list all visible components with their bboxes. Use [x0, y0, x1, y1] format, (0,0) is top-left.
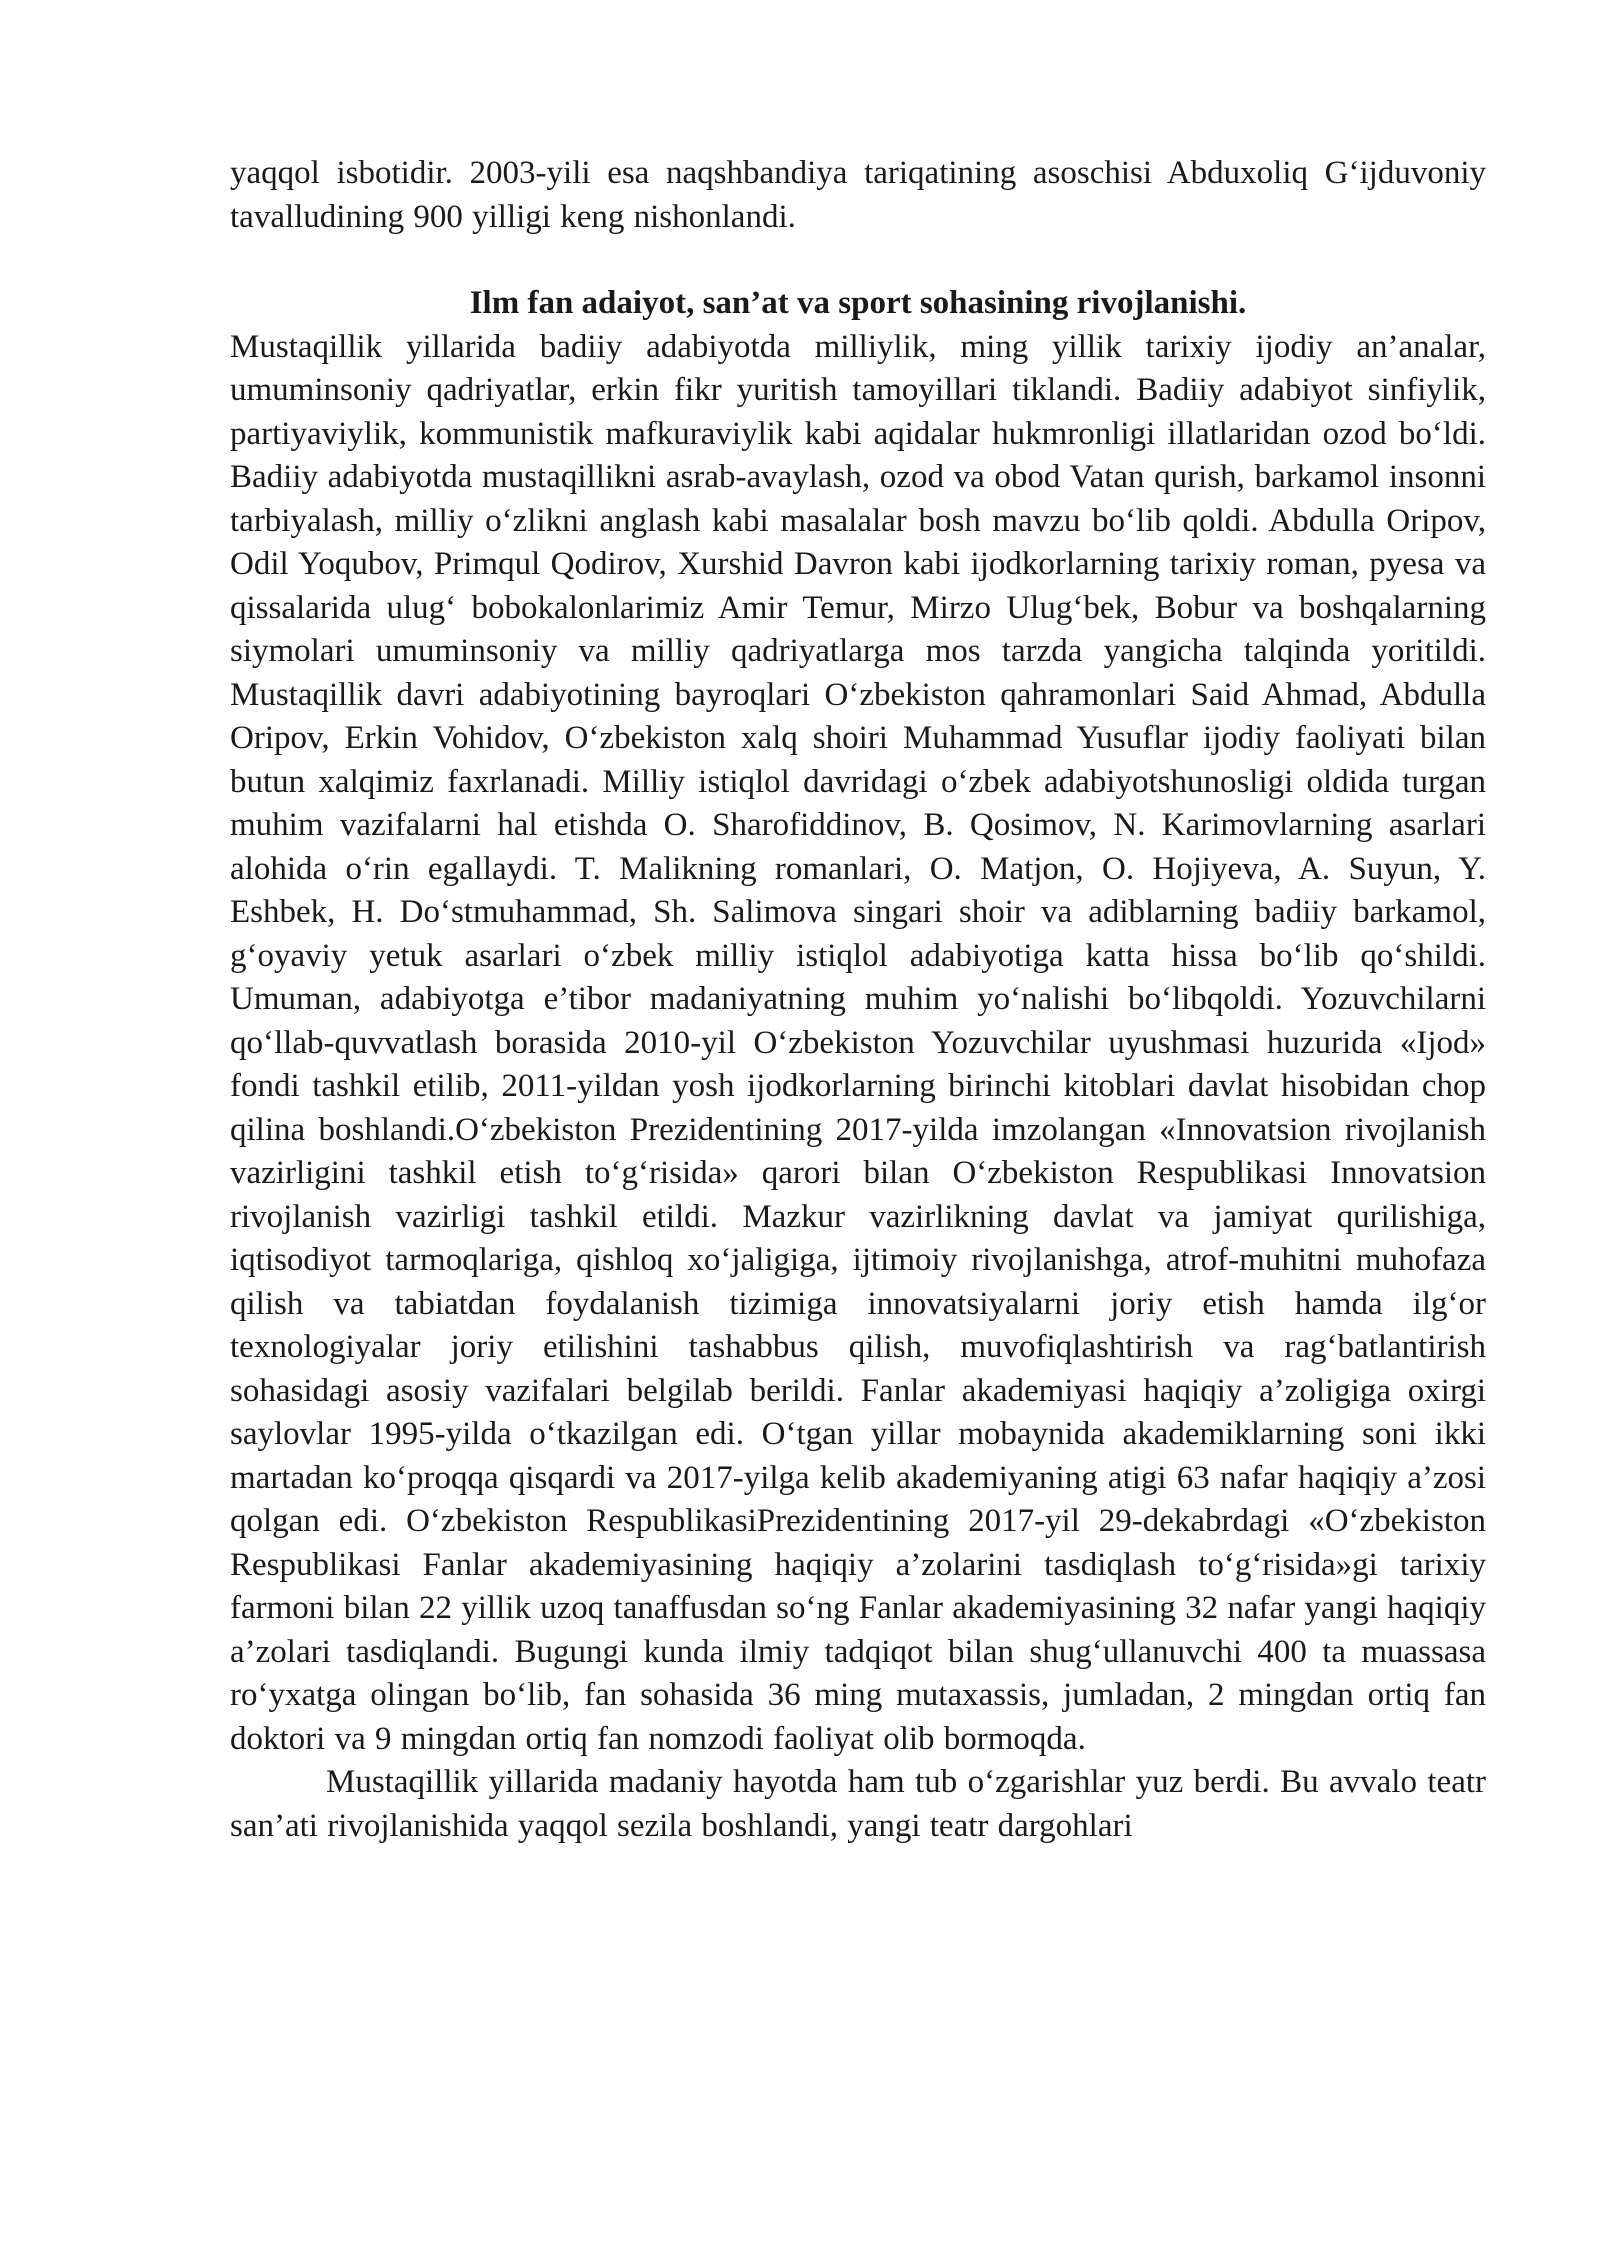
section-title: Ilm fan adaiyot, san’at va sport sohasining rivojlanishi. [469, 285, 1247, 321]
body-paragraph-1: Mustaqillik yillarida badiiy adabiyotda milliylik, ming yillik tarixiy ijodiy an’analar, umuminsoniy qadriyatlar, erkin fikr yuritish tamoyillari tiklandi. Badiiy adabiyot sinfiylik, partiyaviylik, kommunistik mafkuraviylik kabi aqidalar hukmronligi illatlaridan ozod bo‘ldi. Badiiy adabiyotda mustaqillikni asrab-avaylash, ozod va obod Vatan qurish, barkamol insonni tarbiyalash, milliy o‘zlikni anglash kabi masalalar bosh mavzu bo‘lib qoldi. Abdulla Oripov, Odil Yoqubov, Primqul Qodirov, Xurshid Davron kabi ijodkorlarning tarixiy roman, pyesa va qissalarida ulug‘ bobokalonlarimiz Amir Temur, Mirzo Ulug‘bek, Bobur va boshqalarning siymolari umuminsoniy va milliy qadriyatlarga mos tarzda yangicha talqinda yoritildi. Mustaqillik davri adabiyotining bayroqlari O‘zbekiston qahramonlari Said Ahmad, Abdulla Oripov, Erkin Vohidov, O‘zbekiston xalq shoiri Muhammad Yusuflar ijodiy faoliyati bilan butun xalqimiz faxrlanadi. Milliy istiqlol davridagi o‘zbek adabiyotshunosligi oldida turgan muhim vazifalarni hal etishda O. Sharofiddinov, B. Qosimov, N. Karimovlarning asarlari alohida o‘rin egallaydi. T. Malikning romanlari, O. Matjon, O. Hojiyeva, A. Suyun, Y. Eshbek, H. Do‘stmuhammad, Sh. Salimova singari shoir va adiblarning badiiy barkamol, g‘oyaviy yetuk asarlari o‘zbek milliy istiqlol adabiyotiga katta hissa bo‘lib qo‘shildi. Umuman, adabiyotga e’tibor madaniyatning muhim yo‘nalishi bo‘libqoldi. Yozuvchilarni qo‘llab-quvvatlash borasida 2010-yil O‘zbekiston Yozuvchilar uyushmasi huzurida «Ijod» fondi tashkil etilib, 2011-yildan yosh ijodkorlarning birinchi kitoblari davlat hisobidan chop qilina boshlandi.O‘zbekiston Prezidentining 2017-yilda imzolangan «Innovatsion rivojlanish vazirligini tashkil etish to‘g‘risida» qarori bilan O‘zbekiston Respublikasi Innovatsion rivojlanish vazirligi tashkil etildi. Mazkur vazirlikning davlat va jamiyat qurilishiga, iqtisodiyot tarmoqlariga, qishloq xo‘jaligiga, ijtimoiy rivojlanishga, atrof-muhitni muhofaza qilish va tabiatdan foydalanish tizimiga innovatsiyalarni joriy etish hamda ilg‘or texnologiyalar joriy etilishini tashabbus qilish, muvofiqlashtirish va rag‘batlantirish sohasidagi asosiy vazifalari belgilab berildi. Fanlar akademiyasi haqiqiy a’zoligiga oxirgi saylovlar 1995-yilda o‘tkazilgan edi. O‘tgan yillar mobaynida akademiklarning soni ikki martadan ko‘proqqa qisqardi va 2017-yilga kelib akademiyaning atigi 63 nafar haqiqiy a’zosi qolgan edi. O‘zbekiston RespublikasiPrezidentining 2017-yil 29-dekabrdagi «O‘zbekiston Respublikasi Fanlar akademiyasining haqiqiy a’zolarini tasdiqlash to‘g‘risida»gi tarixiy farmoni bilan 22 yillik uzoq tanaffusdan so‘ng Fanlar akademiyasining 32 nafar yangi haqiqiy a’zolari tasdiqlandi. Bugungi kunda ilmiy tadqiqot bilan shug‘ullanuvchi 400 ta muassasa ro‘yxatga olingan bo‘lib, fan sohasida 36 ming mutaxassis, jumladan, 2 mingdan ortiq fan doktori va 9 mingdan ortiq fan nomzodi faoliyat olib bormoqda. [230, 328, 1486, 1757]
intro-paragraph: yaqqol isbotidir. 2003-yili esa naqshbandiya tariqatining asoschisi Abduxoliq G‘ijduvoniy tavalludining 900 yilligi keng nishonlandi. [230, 155, 1486, 235]
body-paragraph-2: Mustaqillik yillarida madaniy hayotda ham tub o‘zgarishlar yuz berdi. Bu avvalo teatr san’ati rivojlanishida yaqqol sezila boshlandi, yangi teatr dargohlari [230, 1764, 1486, 1844]
document-page [230, 152, 1486, 1848]
